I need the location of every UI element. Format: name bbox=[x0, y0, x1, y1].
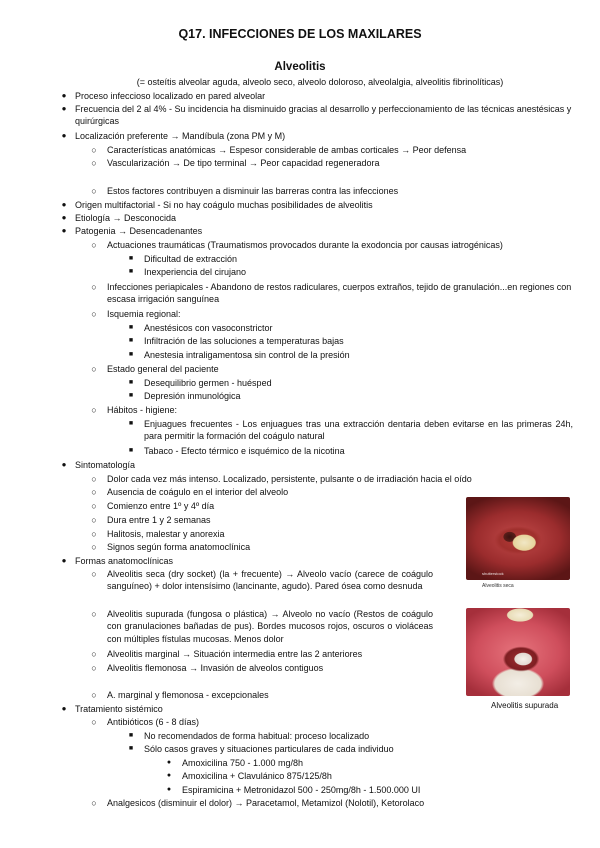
sub-item bbox=[88, 185, 573, 197]
bullet-patogenia bbox=[57, 225, 573, 237]
sub-item bbox=[88, 308, 573, 320]
sub-item-text: Isquemia regional: bbox=[107, 309, 181, 319]
circle-bullet-icon: ○ bbox=[91, 609, 97, 619]
sub-sub-item-text: Desequilibrio germen - huésped bbox=[144, 378, 272, 388]
sub-sub-item bbox=[126, 335, 573, 347]
sub-item-text: Ausencia de coágulo en el interior del alveolo bbox=[107, 487, 289, 497]
sub-sub-item-text: Anestésicos con vasoconstrictor bbox=[144, 323, 273, 333]
square-bullet-icon: ■ bbox=[128, 732, 134, 739]
square-bullet-icon: ■ bbox=[128, 447, 134, 454]
sub-item-text: Dolor cada vez más intenso. Localizado, persistente, pulsante o de irradiación hacia el oído bbox=[107, 474, 472, 484]
circle-bullet-icon: ○ bbox=[91, 474, 97, 484]
circle-bullet-icon: ○ bbox=[91, 798, 97, 808]
square-bullet-icon: ■ bbox=[128, 420, 134, 427]
square-bullet-icon: ■ bbox=[128, 351, 134, 358]
sub-item bbox=[88, 648, 448, 660]
sub-item bbox=[88, 689, 448, 701]
sub-sub-item bbox=[126, 253, 573, 265]
alveolitis-seca-photo bbox=[466, 497, 570, 580]
sub-sub-item bbox=[126, 390, 573, 402]
square-bullet-icon: ■ bbox=[128, 392, 134, 399]
sub-item-text: Infecciones periapicales - Abandono de restos radiculares, cuerpos extraños, tejido de granulación...en regiones con escasa irrigación sanguínea bbox=[107, 282, 572, 305]
sub-sub-item bbox=[126, 418, 573, 443]
sub-sub-item bbox=[126, 377, 573, 389]
bullet-proceso bbox=[57, 90, 573, 102]
sub-item bbox=[88, 662, 448, 674]
circle-bullet-icon: ○ bbox=[91, 717, 97, 727]
drug-item bbox=[164, 770, 573, 782]
bullet-dot-icon: ● bbox=[61, 704, 67, 713]
drug-item bbox=[164, 784, 573, 796]
sub-item bbox=[88, 404, 573, 416]
sub-sub-item-text: Depresión inmunológica bbox=[144, 391, 241, 401]
sub-item-text: Dura entre 1 y 2 semanas bbox=[107, 515, 211, 525]
sub-sub-item-text: No recomendados de forma habitual: proceso localizado bbox=[144, 731, 370, 741]
circle-bullet-icon: ○ bbox=[91, 690, 97, 700]
circle-bullet-icon: ○ bbox=[91, 663, 97, 673]
bullet-dot-icon: ● bbox=[61, 460, 67, 469]
bullet-text: Localización preferente → Mandíbula (zona PM y M) bbox=[75, 131, 286, 141]
circle-bullet-icon: ○ bbox=[91, 309, 97, 319]
circle-bullet-icon: ○ bbox=[91, 405, 97, 415]
sub-item-text: Antibióticos (6 - 8 días) bbox=[107, 717, 200, 727]
sub-item bbox=[88, 568, 433, 593]
circle-bullet-icon: ○ bbox=[91, 282, 97, 292]
bullet-text: Formas anatomoclínicas bbox=[75, 556, 174, 566]
circle-bullet-icon: ○ bbox=[91, 364, 97, 374]
bullet-text: Etiología → Desconocida bbox=[75, 213, 177, 223]
sub-sub-item bbox=[126, 730, 573, 742]
circle-bullet-icon: ○ bbox=[91, 186, 97, 196]
sub-item bbox=[88, 473, 573, 485]
square-bullet-icon: ■ bbox=[128, 379, 134, 386]
small-dot-bullet-icon: ● bbox=[166, 786, 172, 793]
small-dot-bullet-icon: ● bbox=[166, 772, 172, 779]
sub-item bbox=[88, 797, 573, 809]
circle-bullet-icon: ○ bbox=[91, 569, 97, 579]
sub-item bbox=[88, 144, 573, 156]
square-bullet-icon: ■ bbox=[128, 745, 134, 752]
circle-bullet-icon: ○ bbox=[91, 158, 97, 168]
sub-sub-item-text: Dificultad de extracción bbox=[144, 254, 238, 264]
circle-bullet-icon: ○ bbox=[91, 542, 97, 552]
alveolitis-supurada-photo bbox=[466, 608, 570, 696]
section-title: Alveolitis bbox=[274, 61, 326, 73]
sub-item bbox=[88, 281, 573, 306]
bullet-text: Frecuencia del 2 al 4% - Su incidencia ha disminuido gracias al desarrollo y perfeccionamiento de las técnicas anestésicas y quirúrgicas bbox=[75, 104, 572, 127]
drug-item-text: Espiramicina + Metronidazol 500 - 250mg/8h - 1.500.000 UI bbox=[182, 785, 421, 795]
sub-sub-item bbox=[126, 322, 573, 334]
circle-bullet-icon: ○ bbox=[91, 240, 97, 250]
sub-sub-item-text: Infiltración de las soluciones a temperaturas bajas bbox=[144, 336, 344, 346]
square-bullet-icon: ■ bbox=[128, 337, 134, 344]
sub-item-text: Alveolitis flemonosa → Invasión de alveolos contiguos bbox=[107, 663, 324, 673]
sub-item bbox=[88, 157, 573, 169]
bullet-origen bbox=[57, 199, 573, 211]
sub-item-text: Estos factores contribuyen a disminuir las barreras contra las infecciones bbox=[107, 186, 399, 196]
square-bullet-icon: ■ bbox=[128, 255, 134, 262]
sub-sub-item bbox=[126, 266, 573, 278]
sub-sub-item-text: Sólo casos graves y situaciones particulares de cada individuo bbox=[144, 744, 394, 754]
circle-bullet-icon: ○ bbox=[91, 529, 97, 539]
bullet-dot-icon: ● bbox=[61, 200, 67, 209]
drug-item bbox=[164, 757, 573, 769]
circle-bullet-icon: ○ bbox=[91, 515, 97, 525]
sub-item bbox=[88, 239, 573, 251]
sub-item-text: A. marginal y flemonosa - excepcionales bbox=[107, 690, 269, 700]
square-bullet-icon: ■ bbox=[128, 324, 134, 331]
small-dot-bullet-icon: ● bbox=[166, 759, 172, 766]
sub-sub-item bbox=[126, 743, 573, 755]
drug-item-text: Amoxicilina + Clavulánico 875/125/8h bbox=[182, 771, 332, 781]
alveolitis-supurada-caption: Alveolitis supurada bbox=[491, 701, 559, 710]
circle-bullet-icon: ○ bbox=[91, 487, 97, 497]
bullet-text: Sintomatología bbox=[75, 460, 136, 470]
drug-item-text: Amoxicilina 750 - 1.000 mg/8h bbox=[182, 758, 304, 768]
bullet-dot-icon: ● bbox=[61, 91, 67, 100]
sub-item-text: Comienzo entre 1º y 4º día bbox=[107, 501, 215, 511]
bullet-text: Patogenia → Desencadenantes bbox=[75, 226, 203, 236]
sub-item-text: Halitosis, malestar y anorexia bbox=[107, 529, 225, 539]
bullet-text: Proceso infeccioso localizado en pared alveolar bbox=[75, 91, 266, 101]
bullet-dot-icon: ● bbox=[61, 556, 67, 565]
sub-item-text: Hábitos - higiene: bbox=[107, 405, 178, 415]
sub-item-text: Características anatómicas → Espesor considerable de ambas corticales → Peor defensa bbox=[107, 145, 467, 155]
sub-item-text: Alveolitis marginal → Situación intermedia entre las 2 anteriores bbox=[107, 649, 363, 659]
sub-item-text: Actuaciones traumáticas (Traumatismos provocados durante la exodoncia por causas iatrogénicas) bbox=[107, 240, 503, 250]
sub-item bbox=[88, 363, 573, 375]
sub-item-text: Estado general del paciente bbox=[107, 364, 219, 374]
bullet-dot-icon: ● bbox=[61, 131, 67, 140]
sub-item bbox=[88, 716, 573, 728]
circle-bullet-icon: ○ bbox=[91, 501, 97, 511]
sub-item bbox=[88, 608, 433, 645]
sub-sub-item-text: Inexperiencia del cirujano bbox=[144, 267, 247, 277]
sub-item-text: Vascularización → De tipo terminal → Peor capacidad regeneradora bbox=[107, 158, 380, 168]
bullet-dot-icon: ● bbox=[61, 104, 67, 113]
sub-item-text: Alveolitis supurada (fungosa o plástica) → Alveolo no vacío (Restos de coágulo con granulaciones bañadas de pus). Bordes mucosos rojos, oscuros o violáceas con múltiples fístulas mucosas. Menos dolor bbox=[107, 609, 433, 644]
bullet-localizacion bbox=[57, 130, 573, 142]
circle-bullet-icon: ○ bbox=[91, 649, 97, 659]
sub-item-text: Alveolitis seca (dry socket) (la + frecuente) → Alveolo vacío (carece de coágulo sanguíneo) + dolor intensísimo (lancinante, agudo). Pared ósea como desnuda bbox=[107, 569, 433, 592]
bullet-frecuencia bbox=[57, 103, 573, 128]
sub-sub-item bbox=[126, 445, 573, 457]
square-bullet-icon: ■ bbox=[128, 268, 134, 275]
photo-watermark: shutterstock bbox=[482, 571, 504, 576]
bullet-text: Tratamiento sistémico bbox=[75, 704, 163, 714]
bullet-dot-icon: ● bbox=[61, 226, 67, 235]
alveolitis-seca-caption: Alveolitis seca bbox=[482, 583, 514, 589]
sub-sub-item-text: Anestesia intraligamentosa sin control de la presión bbox=[144, 350, 350, 360]
bullet-etiologia bbox=[57, 212, 573, 224]
bullet-text: Origen multifactorial - Si no hay coágulo muchas posibilidades de alveolitis bbox=[75, 200, 373, 210]
sub-item-text: Signos según forma anatomoclínica bbox=[107, 542, 251, 552]
bullet-sintomatologia bbox=[57, 459, 573, 471]
section-subtitle: (= osteítis alveolar aguda, alveolo seco, alveolo doloroso, alveolalgia, alveolitis fibrinolíticas) bbox=[136, 77, 504, 87]
bullet-dot-icon: ● bbox=[61, 213, 67, 222]
circle-bullet-icon: ○ bbox=[91, 145, 97, 155]
page-title: Q17. INFECCIONES DE LOS MAXILARES bbox=[178, 27, 422, 41]
sub-sub-item-text: Tabaco - Efecto térmico e isquémico de la nicotina bbox=[144, 446, 345, 456]
sub-item-text: Analgesicos (disminuir el dolor) → Paracetamol, Metamizol (Nolotil), Ketorolaco bbox=[107, 798, 425, 808]
sub-sub-item bbox=[126, 349, 573, 361]
sub-sub-item-text: Enjuagues frecuentes - Los enjuagues tras una extracción dentaria deben evitarse en las primeras 24h, para permitir la formación del coágulo natural bbox=[144, 419, 573, 442]
